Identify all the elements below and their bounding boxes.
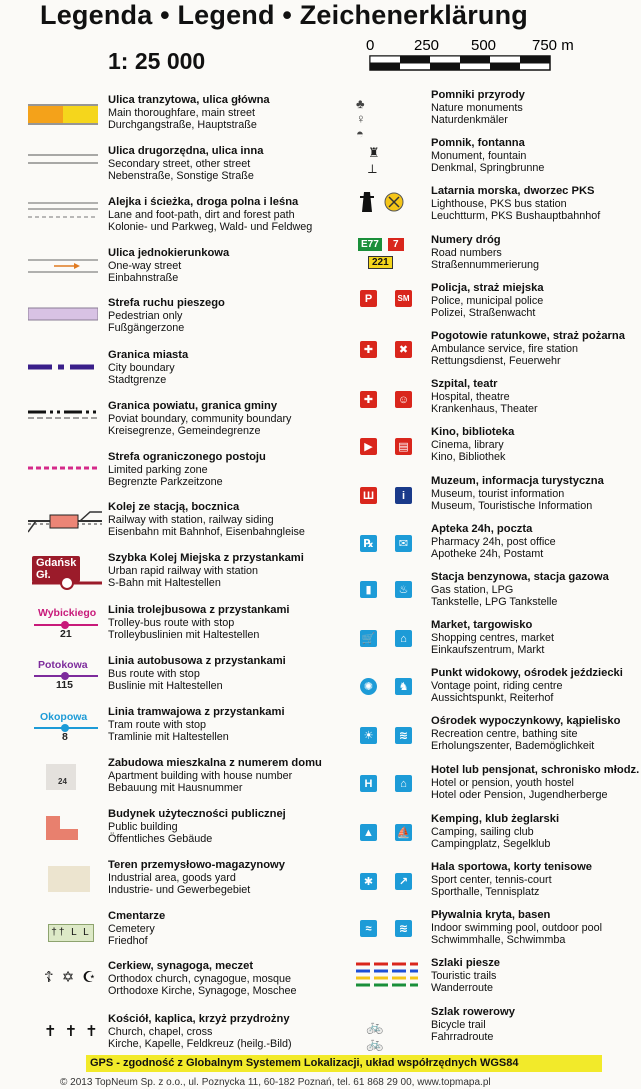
right-entry (431, 909, 602, 947)
left-entry-de: Stadtgrenze (108, 374, 167, 386)
police-icon: P (360, 290, 377, 307)
left-entry-en: Orthodox church, cynagogue, mosque (108, 972, 292, 985)
right-entry (431, 475, 604, 513)
right-entry (431, 764, 639, 802)
gdansk-station-label: Gdańsk Gł. (32, 556, 80, 582)
main-road-symbol (28, 102, 98, 126)
sport-center-icon: ✱ (360, 873, 377, 890)
footer-copyright: © 2013 TopNeum Sp. z o.o., ul. Poznycka 11, 60-182 Poznań, tel. 61 868 29 00, www.topmapa.pl (60, 1077, 491, 1088)
left-entry-en: Main thoroughfare, main street (108, 106, 256, 119)
left-entry-title: Linia autobusowa z przystankami (108, 655, 286, 667)
left-entry-en: Railway with station, railway siding (108, 513, 274, 526)
right-entry (431, 957, 500, 995)
nature-monument-icons: ♣ ♀ ◓ (356, 96, 370, 141)
right-entry-en: Indoor swimming pool, outdoor pool (431, 921, 603, 934)
left-entry-en: Cemetery (108, 922, 155, 935)
left-entry-title: Linia tramwajowa z przystankami (108, 706, 285, 718)
left-entry (108, 94, 270, 132)
right-entry-title: Stacja benzynowa, stacja gazowa (431, 571, 609, 583)
poviat-boundary-symbol (28, 409, 98, 419)
left-entry (108, 960, 296, 998)
city-boundary-symbol (28, 362, 98, 372)
right-entry-title: Szlak rowerowy (431, 1006, 515, 1018)
scale-tick-750: 750 m (532, 37, 574, 54)
left-entry (108, 655, 286, 693)
right-entry-en: Road numbers (431, 246, 502, 259)
cinema-icon: ▶ (360, 438, 377, 455)
theatre-icon: ☺ (395, 391, 412, 408)
left-entry-de: Einbahnstraße (108, 272, 179, 284)
right-entry-title: Punkt widokowy, ośrodek jeździecki (431, 667, 623, 679)
market-icon: ⌂ (395, 630, 412, 647)
bathing-site-icon: ≋ (395, 727, 412, 744)
left-entry-en: Tram route with stop (108, 718, 207, 731)
left-entry (108, 757, 322, 795)
right-entry (431, 378, 538, 416)
left-entry-en: Pedestrian only (108, 309, 183, 322)
pharmacy-icon: ℞ (360, 535, 377, 552)
tennis-court-icon: ↗ (395, 873, 412, 890)
left-entry (108, 1013, 292, 1051)
right-entry-de: Sporthalle, Tennisplatz (431, 886, 540, 898)
right-entry-de: Polizei, Straßenwacht (431, 307, 536, 319)
gps-note: GPS - zgodność z Globalnym Systemem Lokalizacji, układ współrzędnych WGS84 (86, 1055, 602, 1072)
right-entry (431, 667, 623, 705)
public-building-symbol (46, 816, 80, 840)
right-entry-en: Camping, sailing club (431, 825, 534, 838)
right-entry-en: Pharmacy 24h, post office (431, 535, 556, 548)
right-entry-title: Market, targowisko (431, 619, 533, 631)
right-entry-en: Touristic trails (431, 969, 497, 982)
secondary-road-symbol (28, 152, 98, 166)
right-entry-title: Pomniki przyrody (431, 89, 525, 101)
left-entry-de: Fußgängerzone (108, 322, 185, 334)
outdoor-pool-icon: ≋ (395, 920, 412, 937)
left-entry-title: Cerkiew, synagoga, meczet (108, 960, 254, 972)
fire-station-icon: ✖ (395, 341, 412, 358)
right-entry (431, 715, 620, 753)
left-entry-title: Kościół, kaplica, krzyż przydrożny (108, 1013, 290, 1025)
right-entry-de: Hotel oder Pension, Jugendherberge (431, 789, 608, 801)
right-entry-de: Krankenhaus, Theater (431, 403, 538, 415)
road-number-voivodeship: 221 (368, 256, 393, 269)
potokowa-label: Potokowa (38, 659, 88, 671)
touristic-trails-symbol (356, 962, 418, 988)
left-entry-en: City boundary (108, 361, 175, 374)
church-chapel-cross-icons: ✝✝✝ (44, 1023, 106, 1040)
left-entry (108, 196, 312, 234)
right-entry (431, 282, 544, 320)
right-entry-title: Pomnik, fontanna (431, 137, 525, 149)
left-entry-title: Cmentarze (108, 910, 166, 922)
right-entry (431, 426, 514, 464)
indoor-pool-icon: ≈ (360, 920, 377, 937)
right-entry-en: Museum, tourist information (431, 487, 565, 500)
left-entry-de: Orthodoxe Kirche, Synagoge, Moschee (108, 985, 297, 997)
right-entry (431, 1006, 515, 1044)
right-entry-title: Szpital, teatr (431, 378, 498, 390)
left-entry (108, 706, 285, 744)
right-entry-title: Hala sportowa, korty tenisowe (431, 861, 593, 873)
right-entry (431, 137, 544, 175)
right-entry-de: Straßennummerierung (431, 259, 540, 271)
railway-symbol (28, 506, 102, 536)
right-entry (431, 813, 559, 851)
right-entry-title: Muzeum, informacja turystyczna (431, 475, 604, 487)
left-entry-title: Strefa ograniczonego postoju (108, 451, 266, 463)
right-entry-en: Shopping centres, market (431, 631, 555, 644)
bicycle-trail-icons: 🚲🚲 (366, 1018, 394, 1051)
left-entry-de: Kirche, Kapelle, Feldkreuz (heilg.-Bild) (108, 1038, 292, 1050)
urban-rail-symbol (32, 573, 102, 593)
sailing-club-icon: ⛵ (395, 824, 412, 841)
right-entry-en: Nature monuments (431, 101, 523, 114)
legend-title: Legenda • Legend • Zeichenerklärung (40, 0, 529, 30)
museum-icon: Ш (360, 487, 377, 504)
left-entry-de: Öffentliches Gebäude (108, 833, 213, 845)
left-entry-de: Kolonie- und Parkweg, Wald- und Feldweg (108, 221, 313, 233)
scale-bar (364, 36, 584, 76)
right-entry-en: Ambulance service, fire station (431, 342, 579, 355)
scale-tick-0: 0 (366, 37, 375, 54)
left-entry-title: Strefa ruchu pieszego (108, 297, 225, 309)
right-entry-en: Gas station, LPG (431, 583, 514, 596)
left-entry-title: Linia trolejbusowa z przystankami (108, 604, 290, 616)
right-entry-de: Aussichtspunkt, Reiterhof (431, 692, 554, 704)
left-entry (108, 297, 225, 335)
left-entry-en: Limited parking zone (108, 463, 208, 476)
right-entry (431, 330, 625, 368)
left-entry (108, 349, 188, 387)
right-entry-title: Numery dróg (431, 234, 501, 246)
vantage-point-icon: ✺ (360, 678, 377, 695)
house-number: 24 (58, 777, 67, 786)
left-entry (108, 451, 266, 489)
right-entry (431, 89, 525, 127)
right-entry-title: Kemping, klub żeglarski (431, 813, 560, 825)
right-entry-title: Apteka 24h, poczta (431, 523, 533, 535)
parking-zone-symbol (28, 464, 98, 472)
right-entry-title: Szlaki piesze (431, 957, 501, 969)
left-entry-title: Szybka Kolej Miejska z przystankami (108, 552, 304, 564)
right-entry-title: Pogotowie ratunkowe, straż pożarna (431, 330, 625, 342)
right-entry-en: Hotel or pension, youth hostel (431, 776, 574, 789)
left-entry-de: Buslinie mit Haltestellen (108, 680, 223, 692)
left-entry-de: Kreisegrenze, Gemeindegrenze (108, 425, 261, 437)
scale-ratio: 1: 25 000 (108, 48, 206, 74)
right-entry-title: Ośrodek wypoczynkowy, kąpielisko (431, 715, 621, 727)
orthodox-synagogue-mosque-icons: ☦✡☪ (44, 969, 104, 986)
trolleybus-number: 21 (60, 628, 72, 640)
hotel-icon: H (360, 775, 377, 792)
tram-number: 8 (62, 731, 68, 743)
right-entry (431, 861, 592, 899)
left-entry-en: Bus route with stop (108, 667, 200, 680)
one-way-symbol (28, 258, 98, 274)
left-entry-title: Granica powiatu, granica gminy (108, 400, 278, 412)
right-entry-title: Hotel lub pensjonat, schronisko młodz. (431, 764, 640, 776)
right-entry-de: Schwimmhalle, Schwimmba (431, 934, 566, 946)
right-entry-en: Monument, fountain (431, 149, 527, 162)
lpg-station-icon: ♨ (395, 581, 412, 598)
road-number-e: E77 (358, 238, 382, 251)
right-entry-title: Kino, biblioteka (431, 426, 515, 438)
left-entry-de: Friedhof (108, 935, 148, 947)
left-entry-de: Industrie- und Gewerbegebiet (108, 884, 251, 896)
left-entry-en: Urban rapid railway with station (108, 564, 259, 577)
right-entry (431, 185, 600, 223)
lane-symbol (28, 200, 98, 220)
right-entry-de: Fahrradroute (431, 1031, 494, 1043)
lighthouse-bus-station-icons (358, 188, 406, 214)
left-entry-en: Public building (108, 820, 178, 833)
right-entry-de: Kino, Bibliothek (431, 451, 506, 463)
right-entry-title: Latarnia morska, dworzec PKS (431, 185, 595, 197)
ambulance-icon: ✚ (360, 341, 377, 358)
right-entry-title: Policja, straż miejska (431, 282, 544, 294)
right-entry-en: Cinema, library (431, 438, 504, 451)
left-entry-en: Apartment building with house number (108, 769, 293, 782)
scale-tick-250: 250 (414, 37, 440, 54)
left-entry-de: Tramlinie mit Haltestellen (108, 731, 229, 743)
right-entry-de: Apotheke 24h, Postamt (431, 548, 544, 560)
left-entry-en: Poviat boundary, community boundary (108, 412, 292, 425)
right-entry-de: Wanderroute (431, 982, 494, 994)
scale-tick-500: 500 (471, 37, 497, 54)
hospital-icon: ✚ (360, 391, 377, 408)
left-entry (108, 501, 305, 539)
wybickiego-label: Wybickiego (38, 607, 97, 619)
left-entry (108, 859, 285, 897)
left-entry-de: Begrenzte Parkzeitzone (108, 476, 223, 488)
right-entry-de: Leuchtturm, PKS Bushauptbahnhof (431, 210, 601, 222)
left-entry-de: Nebenstraße, Sonstige Straße (108, 170, 254, 182)
left-entry-en: Secondary street, other street (108, 157, 251, 170)
left-entry-de: Durchgangstraße, Hauptstraße (108, 119, 257, 131)
left-entry-en: Industrial area, goods yard (108, 871, 236, 884)
left-entry-title: Budynek użyteczności publicznej (108, 808, 286, 820)
left-entry-title: Ulica drugorzędna, ulica inna (108, 145, 264, 157)
right-entry (431, 523, 556, 561)
left-entry-title: Ulica tranzytowa, ulica główna (108, 94, 270, 106)
right-entry-en: Lighthouse, PKS bus station (431, 197, 567, 210)
right-entry-de: Tankstelle, LPG Tankstelle (431, 596, 558, 608)
right-entry-en: Hospital, theatre (431, 390, 510, 403)
riding-centre-icon: ♞ (395, 678, 412, 695)
left-entry (108, 400, 291, 438)
right-entry-de: Einkaufszentrum, Markt (431, 644, 545, 656)
recreation-centre-icon: ☀ (360, 727, 377, 744)
right-entry-en: Bicycle trail (431, 1018, 486, 1031)
right-entry-de: Naturdenkmäler (431, 114, 508, 126)
left-entry-en: One-way street (108, 259, 182, 272)
municipal-police-icon: SM (395, 290, 412, 307)
left-entry-en: Trolley-bus route with stop (108, 616, 235, 629)
left-entry-en: Lane and foot-path, dirt and forest path (108, 208, 295, 221)
left-entry-title: Kolej ze stacją, bocznica (108, 501, 240, 513)
shopping-centre-icon: 🛒 (360, 630, 377, 647)
left-entry-en: Church, chapel, cross (108, 1025, 213, 1038)
left-entry-de: S-Bahn mit Haltestellen (108, 577, 221, 589)
monument-fountain-icons: ♜ ⟂ (368, 145, 386, 176)
post-office-icon: ✉ (395, 535, 412, 552)
right-entry-de: Rettungsdienst, Feuerwehr (431, 355, 561, 367)
right-entry (431, 234, 539, 272)
right-entry (431, 571, 609, 609)
left-entry (108, 910, 165, 948)
right-entry-en: Sport center, tennis-court (431, 873, 552, 886)
right-entry-title: Pływalnia kryta, basen (431, 909, 551, 921)
left-entry-title: Granica miasta (108, 349, 189, 361)
left-entry-de: Bebauung mit Hausnummer (108, 782, 243, 794)
left-entry (108, 247, 229, 285)
right-entry-de: Museum, Touristische Information (431, 500, 593, 512)
road-number-national: 7 (388, 238, 404, 251)
bus-number: 115 (56, 679, 73, 691)
library-icon: ▤ (395, 438, 412, 455)
youth-hostel-icon: ⌂ (395, 775, 412, 792)
camping-icon: ▲ (360, 824, 377, 841)
left-entry-title: Zabudowa mieszkalna z numerem domu (108, 757, 322, 769)
right-entry-de: Campingplatz, Segelklub (431, 838, 551, 850)
left-entry-title: Ulica jednokierunkowa (108, 247, 230, 259)
tourist-info-icon: i (395, 487, 412, 504)
left-entry-title: Alejka i ścieżka, droga polna i leśna (108, 196, 299, 208)
left-entry (108, 808, 286, 846)
cemetery-symbol: †† L L (48, 924, 94, 942)
left-entry-title: Teren przemysłowo-magazynowy (108, 859, 285, 871)
left-entry (108, 552, 304, 590)
left-entry (108, 145, 263, 183)
right-entry-en: Vontage point, riding centre (431, 679, 563, 692)
left-entry-de: Eisenbahn mit Bahnhof, Eisenbahngleise (108, 526, 305, 538)
right-entry-en: Recreation centre, bathing site (431, 727, 578, 740)
okopowa-label: Okopowa (40, 711, 88, 723)
left-entry (108, 604, 290, 642)
right-entry-de: Erholungszenter, Bademöglichkeit (431, 740, 595, 752)
right-entry-de: Denkmal, Springbrunne (431, 162, 545, 174)
left-entry-de: Trolleybuslinien mit Haltestellen (108, 629, 260, 641)
gas-station-icon: ▮ (360, 581, 377, 598)
right-entry-en: Police, municipal police (431, 294, 544, 307)
industrial-area-symbol (48, 866, 90, 892)
pedestrian-symbol (28, 306, 98, 322)
right-entry (431, 619, 554, 657)
